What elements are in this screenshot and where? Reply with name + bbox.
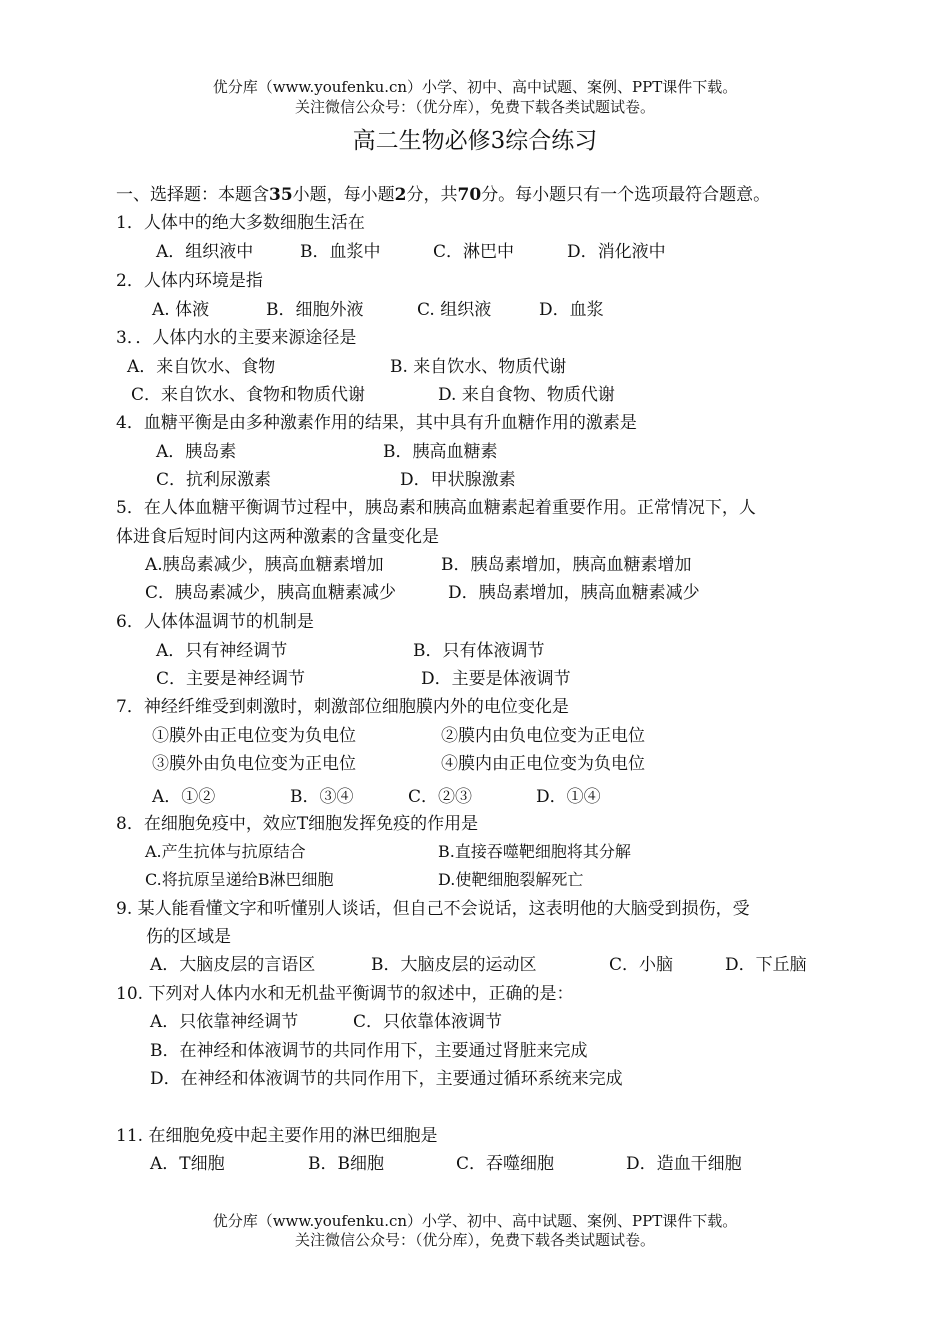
q10-option-c: C．只依靠体液调节 (353, 1012, 503, 1032)
question-5-stem-line-2: 体进食后短时间内这两种激素的含量变化是 (116, 527, 439, 547)
footer-line-1: 优分库（www.youfenku.cn）小学、初中、高中试题、案例、PPT课件下载。 (212, 1212, 738, 1230)
q3-option-d: D. 来自食物、物质代谢 (438, 385, 615, 405)
question-3-stem: 3．．人体内水的主要来源途径是 (116, 328, 357, 348)
q9-option-a: A．大脑皮层的言语区 (150, 955, 316, 975)
q5-option-c: C．胰岛素减少，胰高血糖素减少 (145, 583, 397, 603)
q4-option-d: D．甲状腺激素 (400, 470, 516, 490)
q7-option-c: C．②③ (408, 787, 473, 807)
question-4-stem: 4．血糖平衡是由多种激素作用的结果，其中具有升血糖作用的激素是 (116, 413, 637, 433)
q7-item-3: ③膜外由负电位变为正电位 (152, 754, 356, 774)
question-11-stem: 11. 在细胞免疫中起主要作用的淋巴细胞是 (116, 1126, 438, 1146)
q3-option-a: A．来自饮水、食物 (127, 357, 276, 377)
q2-option-a: A. 体液 (152, 300, 210, 320)
q5-option-b: B．胰岛素增加，胰高血糖素增加 (441, 555, 692, 575)
footer-line-2: 关注微信公众号：（优分库），免费下载各类试题试卷。 (294, 1231, 655, 1249)
q3-option-b: B. 来自饮水、物质代谢 (390, 357, 567, 377)
question-6-stem: 6．人体体温调节的机制是 (116, 612, 314, 632)
q6-option-d: D．主要是体液调节 (421, 669, 571, 689)
q8-option-b: B.直接吞噬靶细胞将其分解 (438, 842, 631, 861)
q11-option-c: C．吞噬细胞 (456, 1154, 555, 1174)
q9-option-d: D．下丘脑 (725, 955, 807, 975)
section-instruction (116, 184, 770, 206)
q1-option-c: C．淋巴中 (433, 242, 515, 262)
q7-item-4: ④膜内由正电位变为负电位 (441, 754, 645, 774)
q2-option-b: B．细胞外液 (266, 300, 364, 320)
question-7-stem: 7．神经纤维受到刺激时，刺激部位细胞膜内外的电位变化是 (116, 697, 569, 717)
q6-option-c: C．主要是神经调节 (156, 669, 306, 689)
q5-option-a: A.胰岛素减少，胰高血糖素增加 (145, 555, 384, 575)
q6-option-b: B．只有体液调节 (413, 641, 545, 661)
q10-option-b: B．在神经和体液调节的共同作用下，主要通过肾脏来完成 (150, 1041, 588, 1061)
q6-option-a: A．只有神经调节 (156, 641, 288, 661)
q7-option-a: A．①② (152, 787, 216, 807)
section-prefix: 一、选择题：本题含 (116, 185, 269, 205)
q7-item-2: ②膜内由负电位变为正电位 (441, 726, 645, 746)
section-mid-2: 分，共 (406, 185, 458, 205)
q8-option-d: D.使靶细胞裂解死亡 (438, 870, 584, 889)
question-2-stem: 2．人体内环境是指 (116, 271, 263, 291)
q11-option-b: B．B细胞 (308, 1154, 384, 1174)
q1-option-a: A．组织液中 (156, 242, 254, 262)
q7-option-b: B．③④ (290, 787, 354, 807)
q11-option-d: D．造血干细胞 (626, 1154, 742, 1174)
header-line-2: 关注微信公众号：（优分库），免费下载各类试题试卷。 (294, 98, 655, 116)
section-suffix: 分。每小题只有一个选项最符合题意。 (481, 185, 771, 205)
question-10-stem: 10. 下列对人体内水和无机盐平衡调节的叙述中，正确的是： (116, 984, 574, 1004)
q11-option-a: A．T细胞 (150, 1154, 225, 1174)
page-title: 高二生物必修3综合练习 (352, 128, 598, 154)
q8-option-c: C.将抗原呈递给B淋巴细胞 (145, 870, 334, 889)
total-points: 70 (457, 185, 482, 205)
q1-option-b: B．血浆中 (300, 242, 381, 262)
q9-option-b: B．大脑皮层的运动区 (371, 955, 537, 975)
points-each: 2 (394, 185, 407, 205)
q8-option-a: A.产生抗体与抗原结合 (145, 842, 306, 861)
section-mid-1: 小题，每小题 (292, 185, 395, 205)
q5-option-d: D．胰岛素增加，胰高血糖素减少 (448, 583, 700, 603)
q2-option-c: C. 组织液 (417, 300, 492, 320)
q10-option-d: D．在神经和体液调节的共同作用下，主要通过循环系统来完成 (150, 1069, 623, 1089)
question-count: 35 (269, 185, 293, 205)
q2-option-d: D．血浆 (539, 300, 604, 320)
question-1-stem: 1．人体中的绝大多数细胞生活在 (116, 213, 365, 233)
q10-option-a: A．只依靠神经调节 (150, 1012, 299, 1032)
question-9-stem-line-1: 9. 某人能看懂文字和听懂别人谈话，但自己不会说话，这表明他的大脑受到损伤，受 (116, 899, 750, 919)
header-line-1: 优分库（www.youfenku.cn）小学、初中、高中试题、案例、PPT课件下载。 (212, 78, 738, 96)
q7-option-d: D．①④ (536, 787, 601, 807)
question-5-stem-line-1: 5．在人体血糖平衡调节过程中，胰岛素和胰高血糖素起着重要作用。正常情况下，人 (116, 498, 756, 518)
q1-option-d: D．消化液中 (567, 242, 666, 262)
question-9-stem-line-2: 伤的区域是 (146, 927, 231, 947)
q3-option-c: C．来自饮水、食物和物质代谢 (131, 385, 366, 405)
q9-option-c: C．小脑 (609, 955, 674, 975)
q4-option-c: C．抗利尿激素 (156, 470, 272, 490)
q4-option-b: B．胰高血糖素 (383, 442, 498, 462)
q7-item-1: ①膜外由正电位变为负电位 (152, 726, 356, 746)
question-8-stem: 8．在细胞免疫中，效应T细胞发挥免疫的作用是 (116, 814, 479, 834)
q4-option-a: A．胰岛素 (156, 442, 237, 462)
